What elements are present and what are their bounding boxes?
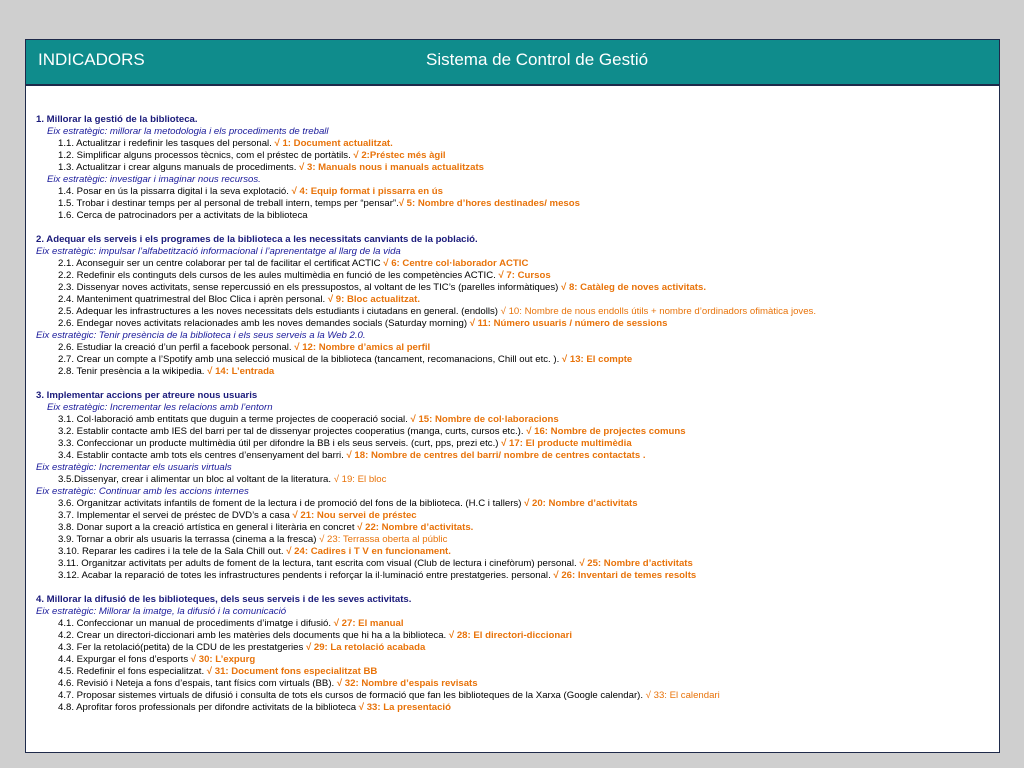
item-text: 4.7. Proposar sistemes virtuals de difusió i consulta de tots els cursos de formació que fan les biblioteques de la Xarxa (Google calendar). [58, 690, 646, 701]
item-text: 1. Millorar la gestió de la biblioteca. [36, 114, 198, 125]
indicator-label: √ 7: Cursos [498, 270, 551, 281]
list-item [36, 354, 989, 366]
indicator-label: √ 26: Inventari de temes resolts [553, 570, 697, 581]
item-text: 1.4. Posar en ús la pissarra digital i la seva explotació. [58, 186, 292, 197]
item-text: 2.2. Redefinir els continguts dels cursos de les aules multimèdia en funció de les competències ACTIC. [58, 270, 499, 281]
item-text: 4.5. Redefinir el fons especialitzat. [58, 666, 207, 677]
strategic-axis [36, 486, 989, 498]
list-item [36, 198, 989, 210]
item-text: Eix estratègic: millorar la metodologia i els procediments de treball [47, 126, 329, 137]
list-item [36, 666, 989, 678]
list-item [36, 282, 989, 294]
item-text: 3.12. Acabar la reparació de totes les infrastructures pendents i reforçar la il·luminació entre prestatgeries. personal. [58, 570, 554, 581]
indicator-label: √ 12: Nombre d’amics al perfil [294, 342, 431, 353]
list-item [36, 642, 989, 654]
item-text: 2.5. Adequar les infrastructures a les noves necessitats dels estudiants i ciutadans en general. (endolls) [58, 306, 501, 317]
indicator-label: √ 19: El bloc [333, 474, 387, 485]
item-text: Eix estratègic: Incrementar les relacions amb l’entorn [47, 402, 273, 413]
indicator-label: √ 27: El manual [333, 618, 404, 629]
indicator-label: √ 14: L’entrada [207, 366, 275, 377]
item-text: 3.5.Dissenyar, crear i alimentar un bloc al voltant de la literatura. [58, 474, 334, 485]
indicator-label: √ 11: Número usuaris / número de sessions [469, 318, 668, 329]
slide [25, 39, 1000, 753]
item-text: 2.6. Endegar noves activitats relacionades amb les noves demandes socials (Saturday morning) [58, 318, 470, 329]
indicator-label: √ 20: Nombre d’activitats [524, 498, 638, 509]
item-text: 3.10. Reparar les cadires i la tele de la Sala Chill out. [58, 546, 287, 557]
list-item [36, 558, 989, 570]
section-heading [36, 234, 989, 246]
spacer [36, 378, 989, 390]
list-item [36, 474, 989, 486]
item-text: Eix estratègic: impulsar l’alfabetització informacional i l’aprenentatge al llarg de la vida [36, 246, 401, 257]
list-item [36, 150, 989, 162]
indicator-label: √ 24: Cadires i T V en funcionament. [286, 546, 451, 557]
item-text: 3.9. Tornar a obrir als usuaris la terrassa (cinema a la fresca) [58, 534, 320, 545]
list-item [36, 546, 989, 558]
strategic-axis [36, 402, 989, 414]
item-text: 2.6. Estudiar la creació d’un perfil a facebook personal. [58, 342, 295, 353]
list-item [36, 318, 989, 330]
indicator-label: √ 2:Préstec més àgil [353, 150, 446, 161]
item-text: Eix estratègic: Continuar amb les accions internes [36, 486, 249, 497]
strategic-axis [36, 330, 989, 342]
item-text: 2.7. Crear un compte a l’Spotify amb una selecció musical de la biblioteca (tancament, recomanacions, Chill out etc. ). [58, 354, 562, 365]
item-text: Eix estratègic: Incrementar els usuaris virtuals [36, 462, 232, 473]
strategic-axis [36, 246, 989, 258]
item-text: 2.8. Tenir presència a la wikipedia. [58, 366, 208, 377]
list-item [36, 522, 989, 534]
item-text: 4.3. Fer la retolació(petita) de la CDU de les prestatgeries [58, 642, 306, 653]
indicator-label: √ 16: Nombre de projectes comuns [526, 426, 686, 437]
item-text: 3.1. Col·laboració amb entitats que duguin a terme projectes de cooperació social. [58, 414, 411, 425]
list-item [36, 678, 989, 690]
list-item [36, 342, 989, 354]
list-item [36, 570, 989, 582]
item-text: 1.6. Cerca de patrocinadors per a activitats de la biblioteca [58, 210, 308, 221]
list-item [36, 618, 989, 630]
list-item [36, 210, 989, 222]
list-item [36, 510, 989, 522]
list-item [36, 630, 989, 642]
list-item [36, 366, 989, 378]
list-item [36, 162, 989, 174]
item-text: Eix estratègic: investigar i imaginar nous recursos. [47, 174, 261, 185]
item-text: 3.6. Organitzar activitats infantils de foment de la lectura i de promoció del fons de la biblioteca. (H.C i tallers) [58, 498, 525, 509]
indicator-label: √ 33: La presentació [358, 702, 451, 713]
spacer [36, 582, 989, 594]
indicator-label: √ 5: Nombre d’hores destinades/ mesos [398, 198, 580, 209]
list-item [36, 294, 989, 306]
item-text: 3.2. Establir contacte amb IES del barri per tal de dissenyar projectes cooperatius (manga, curts, cursos etc.). [58, 426, 527, 437]
section-heading [36, 390, 989, 402]
header-title-left: INDICADORS [38, 50, 145, 69]
list-item [36, 654, 989, 666]
indicator-label: √ 8: Catàleg de noves activitats. [561, 282, 706, 293]
list-item [36, 438, 989, 450]
indicator-label: √ 9: Bloc actualitzat. [327, 294, 420, 305]
item-text: 4.1. Confeccionar un manual de procediments d’imatge i difusió. [58, 618, 334, 629]
item-text: 2.4. Manteniment quatrimestral del Bloc Clica i aprèn personal. [58, 294, 328, 305]
item-text: 4.2. Crear un directori-diccionari amb les matèries dels documents que hi ha a la biblioteca. [58, 630, 449, 641]
indicator-label: √ 1: Document actualitzat. [274, 138, 393, 149]
list-item [36, 450, 989, 462]
list-item [36, 306, 989, 318]
list-item [36, 498, 989, 510]
item-text: 1.2. Simplificar alguns processos tècnics, com el préstec de portàtils. [58, 150, 354, 161]
indicator-label: √ 13: El compte [561, 354, 633, 365]
item-text: 1.1. Actualitzar i redefinir les tasques del personal. [58, 138, 275, 149]
indicator-label: √ 32: Nombre d’espais revisats [336, 678, 478, 689]
indicator-list [36, 114, 989, 714]
item-text: 1.5. Trobar i destinar temps per al personal de treball intern, temps per “pensar”. [58, 198, 399, 209]
indicator-label: √ 31: Document fons especialitzat BB [206, 666, 378, 677]
item-text: 3.11. Organitzar activitats per adults de foment de la lectura, tant escrita com visual (Club de lectura i cinefòrum) personal. [58, 558, 580, 569]
indicator-label: √ 10: Nombre de nous endolls útils + nombre d’ordinadors ofimàtica joves. [500, 306, 817, 317]
item-text: 3. Implementar accions per atreure nous usuaris [36, 390, 258, 401]
item-text: 4.8. Aprofitar foros professionals per difondre activitats de la biblioteca [58, 702, 359, 713]
item-text: 4.4. Expurgar el fons d’esports [58, 654, 191, 665]
list-item [36, 258, 989, 270]
strategic-axis [36, 126, 989, 138]
header-title-right: Sistema de Control de Gestió [426, 50, 649, 69]
item-text: 2. Adequar els serveis i els programes de la biblioteca a les necessitats canviants de la població. [36, 234, 478, 245]
indicator-label: √ 3: Manuals nous i manuals actualitzats [299, 162, 484, 173]
item-text: 4.6. Revisió i Neteja a fons d’espais, tant físics com virtuals (BB). [58, 678, 337, 689]
indicator-label: √ 29: La retolació acabada [305, 642, 426, 653]
item-text: Eix estratègic: Tenir presència de la biblioteca i els seus serveis a la Web 2.0. [36, 330, 366, 341]
item-text: 4. Millorar la difusió de les biblioteques, dels seus serveis i de les seves activitats. [36, 594, 412, 605]
section-heading [36, 594, 989, 606]
list-item [36, 414, 989, 426]
list-item [36, 138, 989, 150]
list-item [36, 186, 989, 198]
item-text: 3.7. Implementar el servei de préstec de DVD’s a casa [58, 510, 293, 521]
indicator-label: √ 30: L’expurg [190, 654, 256, 665]
item-text: 2.1. Aconseguir ser un centre colaborar per tal de facilitar el certificat ACTIC [58, 258, 384, 269]
indicator-label: √ 28: El directori-diccionari [448, 630, 572, 641]
section-heading [36, 114, 989, 126]
list-item [36, 426, 989, 438]
item-text: 3.3. Confeccionar un producte multimèdia útil per difondre la BB i els seus serveis. (curt, pps, prezi etc.) [58, 438, 502, 449]
list-item [36, 270, 989, 282]
indicator-label: √ 15: Nombre de col·laboracions [410, 414, 559, 425]
item-text: 3.4. Establir contacte amb tots els centres d’ensenyament del barri. [58, 450, 347, 461]
list-item [36, 690, 989, 702]
item-text: 1.3. Actualitzar i crear alguns manuals de procediments. [58, 162, 300, 173]
indicator-label: √ 4: Equip format i pissarra en ús [291, 186, 443, 197]
item-text: 3.8. Donar suport a la creació artística en general i literària en concret [58, 522, 358, 533]
indicator-label: √ 33: El calendari [645, 690, 720, 701]
indicator-label: √ 6: Centre col·laborador ACTIC [383, 258, 529, 269]
indicator-label: √ 23: Terrassa oberta al públic [319, 534, 448, 545]
indicator-label: √ 21: Nou servei de préstec [292, 510, 417, 521]
strategic-axis [36, 174, 989, 186]
list-item [36, 702, 989, 714]
header-bar [26, 40, 999, 86]
strategic-axis [36, 606, 989, 618]
strategic-axis [36, 462, 989, 474]
indicator-label: √ 18: Nombre de centres del barri/ nombre de centres contactats . [346, 450, 646, 461]
indicator-label: √ 17: El producte multimèdia [501, 438, 632, 449]
item-text: 2.3. Dissenyar noves activitats, sense repercussió en els pressupostos, al voltant de les TIC’s (parelles informàtiques) [58, 282, 562, 293]
list-item [36, 534, 989, 546]
indicator-label: √ 22: Nombre d’activitats. [357, 522, 474, 533]
indicator-label: √ 25: Nombre d’activitats [579, 558, 693, 569]
spacer [36, 222, 989, 234]
item-text: Eix estratègic: Millorar la imatge, la difusió i la comunicació [36, 606, 287, 617]
